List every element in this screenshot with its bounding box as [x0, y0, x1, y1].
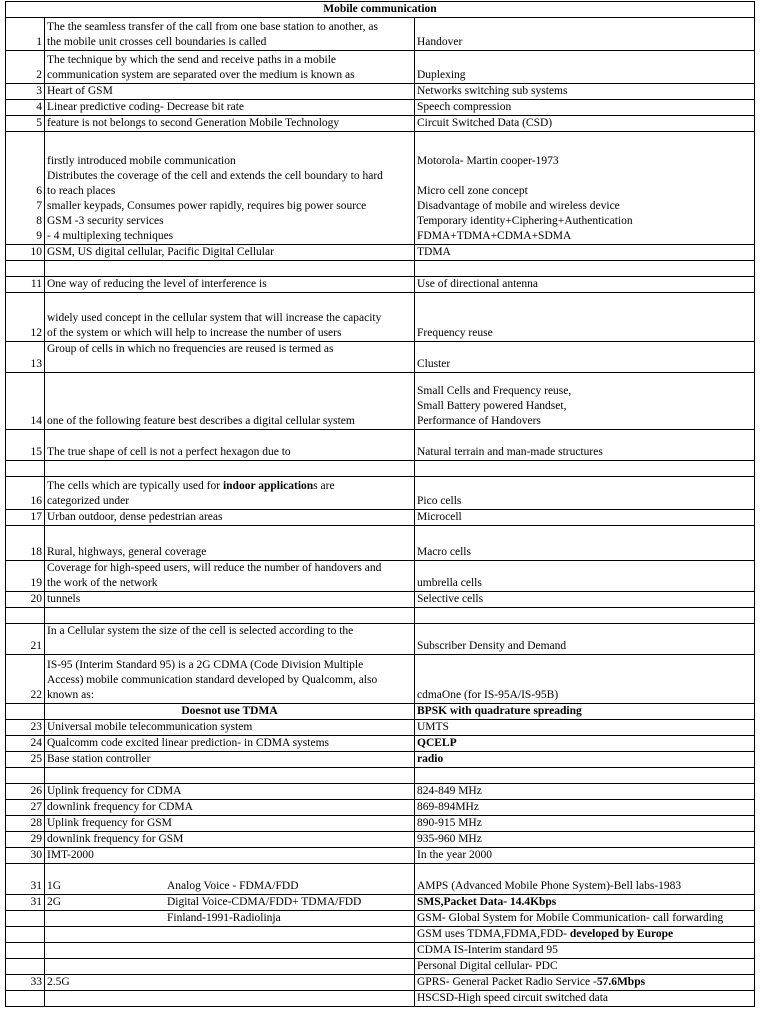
answer-emphasis: developed by Europe — [569, 928, 674, 940]
table-row — [6, 84, 755, 100]
answer-cell: Handover — [415, 18, 755, 51]
table-row — [6, 51, 755, 84]
question-cell: Qualcomm code excited linear prediction- in CDMA systems — [45, 736, 415, 752]
answer-cell: QCELP — [415, 736, 755, 752]
table-row — [6, 736, 755, 752]
table-row — [6, 655, 755, 704]
answer-cell: radio — [415, 752, 755, 768]
table-row — [6, 720, 755, 736]
row-number: 13 — [6, 342, 45, 373]
table-row — [6, 18, 755, 51]
table-row — [6, 293, 755, 342]
answer-cell: SMS,Packet Data- 14.4Kbps — [415, 895, 755, 911]
answer-cell: Subscriber Density and Demand — [415, 624, 755, 655]
answer-cell: Networks switching sub systems — [415, 84, 755, 100]
table-row — [6, 373, 755, 430]
question-cell: IMT-2000 — [45, 848, 415, 864]
question-cell: tunnels — [45, 592, 415, 608]
answer-cell: In the year 2000 — [415, 848, 755, 864]
row-number: 5 — [6, 116, 45, 132]
row-number: 24 — [6, 736, 45, 752]
question-text: The cells which are typically used for — [47, 480, 223, 492]
empty-row — [6, 608, 755, 624]
table-row — [6, 704, 755, 720]
row-number: 26 — [6, 784, 45, 800]
answer-cell: TDMA — [415, 245, 755, 261]
row-number: 2 — [6, 51, 45, 84]
answer-cell: Duplexing — [415, 51, 755, 84]
question-cell: IS-95 (Interim Standard 95) is a 2G CDMA (Code Division Multiple Access) mobile communication standard developed by Qualcomm, also known as: — [45, 655, 415, 704]
table-title-row — [6, 2, 755, 18]
table-row — [6, 991, 755, 1007]
question-cell: Coverage for high-speed users, will reduce the number of handovers and the work of the network — [45, 561, 415, 592]
table-row — [6, 561, 755, 592]
question-cell: GSM, US digital cellular, Pacific Digital Cellular — [45, 245, 415, 261]
answer-cell: UMTS — [415, 720, 755, 736]
mobile-communication-table — [5, 1, 755, 1007]
table-row — [6, 927, 755, 943]
question-cell: Universal mobile telecommunication system — [45, 720, 415, 736]
question-cell: one of the following feature best describes a digital cellular system — [45, 373, 415, 430]
answer-cell: Pico cells — [415, 477, 755, 510]
row-number: 3 — [6, 84, 45, 100]
question-cell: firstly introduced mobile communication Distributes the coverage of the cell and extends the cell boundary to hard to reach places smaller keypads, Consumes power rapidly, requires big power source GSM -3 security services - 4 multiplexing techniques — [45, 132, 415, 245]
question-cell: Uplink frequency for GSM — [45, 816, 415, 832]
table-row — [6, 784, 755, 800]
table-row — [6, 510, 755, 526]
question-cell: Uplink frequency for CDMA — [45, 784, 415, 800]
generation-label: 2G — [47, 896, 62, 908]
answer-cell: Motorola- Martin cooper-1973 Micro cell zone concept Disadvantage of mobile and wireless device Temporary identity+Ciphering+Authentication FDMA+TDMA+CDMA+SDMA — [415, 132, 755, 245]
answer-cell: Natural terrain and man-made structures — [415, 430, 755, 461]
question-cell: feature is not belongs to second Generation Mobile Technology — [45, 116, 415, 132]
table-row — [6, 911, 755, 927]
row-number: 14 — [6, 373, 45, 430]
row-number: 31 — [6, 864, 45, 895]
row-number: 11 — [6, 277, 45, 293]
question-cell: Doesnot use TDMA — [45, 704, 415, 720]
empty-row — [6, 461, 755, 477]
question-cell: Rural, highways, general coverage — [45, 526, 415, 561]
question-emphasis: indoor application — [222, 480, 314, 492]
row-number: 10 — [6, 245, 45, 261]
answer-cell: 935-960 MHz — [415, 832, 755, 848]
row-number: 33 — [6, 975, 45, 991]
answer-cell: 890-915 MHz — [415, 816, 755, 832]
table-row — [6, 816, 755, 832]
row-number: 19 — [6, 561, 45, 592]
table-row — [6, 800, 755, 816]
answer-cell: GSM- Global System for Mobile Communication- call forwarding — [415, 911, 755, 927]
row-number: 20 — [6, 592, 45, 608]
table-row-group — [6, 132, 755, 245]
row-number: 25 — [6, 752, 45, 768]
table-row — [6, 975, 755, 991]
row-number: 23 — [6, 720, 45, 736]
answer-cell: Circuit Switched Data (CSD) — [415, 116, 755, 132]
table-row — [6, 277, 755, 293]
question-cell: The the seamless transfer of the call from one base station to another, as the mobile unit crosses cell boundaries is called — [45, 18, 415, 51]
table-row — [6, 477, 755, 510]
answer-cell: umbrella cells — [415, 561, 755, 592]
row-number: 15 — [6, 430, 45, 461]
answer-cell: Selective cells — [415, 592, 755, 608]
table-row — [6, 342, 755, 373]
question-cell: The technique by which the send and receive paths in a mobile communication system are separated over the medium is known as — [45, 51, 415, 84]
row-number: 12 — [6, 293, 45, 342]
table-row — [6, 624, 755, 655]
answer-cell: cdmaOne (for IS-95A/IS-95B) — [415, 655, 755, 704]
answer-cell: Personal Digital cellular- PDC — [415, 959, 755, 975]
row-number: 31 — [6, 895, 45, 911]
answer-text: GPRS- General Packet Radio Service - — [417, 976, 597, 988]
row-number: 1 — [6, 18, 45, 51]
question-cell — [45, 477, 415, 510]
table-row — [6, 245, 755, 261]
table-row — [6, 430, 755, 461]
question-cell: The true shape of cell is not a perfect hexagon due to — [45, 430, 415, 461]
table-row — [6, 752, 755, 768]
answer-cell — [415, 927, 755, 943]
question-cell: Urban outdoor, dense pedestrian areas — [45, 510, 415, 526]
table-row — [6, 895, 755, 911]
answer-cell: Frequency reuse — [415, 293, 755, 342]
row-number: 21 — [6, 624, 45, 655]
row-number: 29 — [6, 832, 45, 848]
generation-label: 1G — [47, 880, 62, 892]
question-cell: Heart of GSM — [45, 84, 415, 100]
question-text-end: s are categorized under — [47, 480, 335, 507]
generation-cell — [45, 911, 415, 927]
table-row — [6, 100, 755, 116]
table-row — [6, 592, 755, 608]
answer-cell: AMPS (Advanced Mobile Phone System)-Bell labs-1983 — [415, 864, 755, 895]
answer-cell: BPSK with quadrature spreading — [415, 704, 755, 720]
row-number: 22 — [6, 655, 45, 704]
answer-cell: Cluster — [415, 342, 755, 373]
answer-text: GSM uses TDMA,FDMA,FDD- — [417, 928, 570, 940]
answer-cell: CDMA IS-Interim standard 95 — [415, 943, 755, 959]
table-row — [6, 943, 755, 959]
row-number: 17 — [6, 510, 45, 526]
answer-cell: Use of directional antenna — [415, 277, 755, 293]
generation-label: 2.5G — [45, 975, 415, 991]
row-number: 16 — [6, 477, 45, 510]
row-numbers: 6 7 8 9 — [6, 132, 45, 245]
question-cell: Group of cells in which no frequencies are reused is termed as — [45, 342, 415, 373]
question-cell: Linear predictive coding- Decrease bit rate — [45, 100, 415, 116]
row-number: 30 — [6, 848, 45, 864]
answer-cell: 824-849 MHz — [415, 784, 755, 800]
question-cell: widely used concept in the cellular system that will increase the capacity of the system or which will help to increase the number of users — [45, 293, 415, 342]
answer-cell: HSCSD-High speed circuit switched data — [415, 991, 755, 1007]
generation-cell — [45, 895, 415, 911]
table-row — [6, 848, 755, 864]
answer-cell — [415, 975, 755, 991]
table-row — [6, 526, 755, 561]
answer-cell: Microcell — [415, 510, 755, 526]
row-number: 27 — [6, 800, 45, 816]
answer-cell: Macro cells — [415, 526, 755, 561]
question-cell: Base station controller — [45, 752, 415, 768]
generation-description: Finland-1991-Radiolinja — [167, 912, 281, 924]
question-cell: One way of reducing the level of interference is — [45, 277, 415, 293]
question-cell: downlink frequency for GSM — [45, 832, 415, 848]
answer-emphasis: 57.6Mbps — [596, 976, 646, 988]
table-title: Mobile communication — [6, 2, 755, 18]
generation-description: Analog Voice - FDMA/FDD — [167, 880, 299, 892]
table-row — [6, 832, 755, 848]
row-number: 4 — [6, 100, 45, 116]
row-number: 28 — [6, 816, 45, 832]
question-cell: In a Cellular system the size of the cell is selected according to the — [45, 624, 415, 655]
question-cell: downlink frequency for CDMA — [45, 800, 415, 816]
empty-row — [6, 768, 755, 784]
answer-cell: Speech compression — [415, 100, 755, 116]
row-number: 18 — [6, 526, 45, 561]
table-row — [6, 959, 755, 975]
table-row — [6, 864, 755, 895]
table-row — [6, 116, 755, 132]
answer-cell: 869-894MHz — [415, 800, 755, 816]
generation-cell — [45, 864, 415, 895]
empty-row — [6, 261, 755, 277]
answer-cell: Small Cells and Frequency reuse, Small Battery powered Handset, Performance of Handovers — [415, 373, 755, 430]
generation-description: Digital Voice-CDMA/FDD+ TDMA/FDD — [167, 896, 362, 908]
